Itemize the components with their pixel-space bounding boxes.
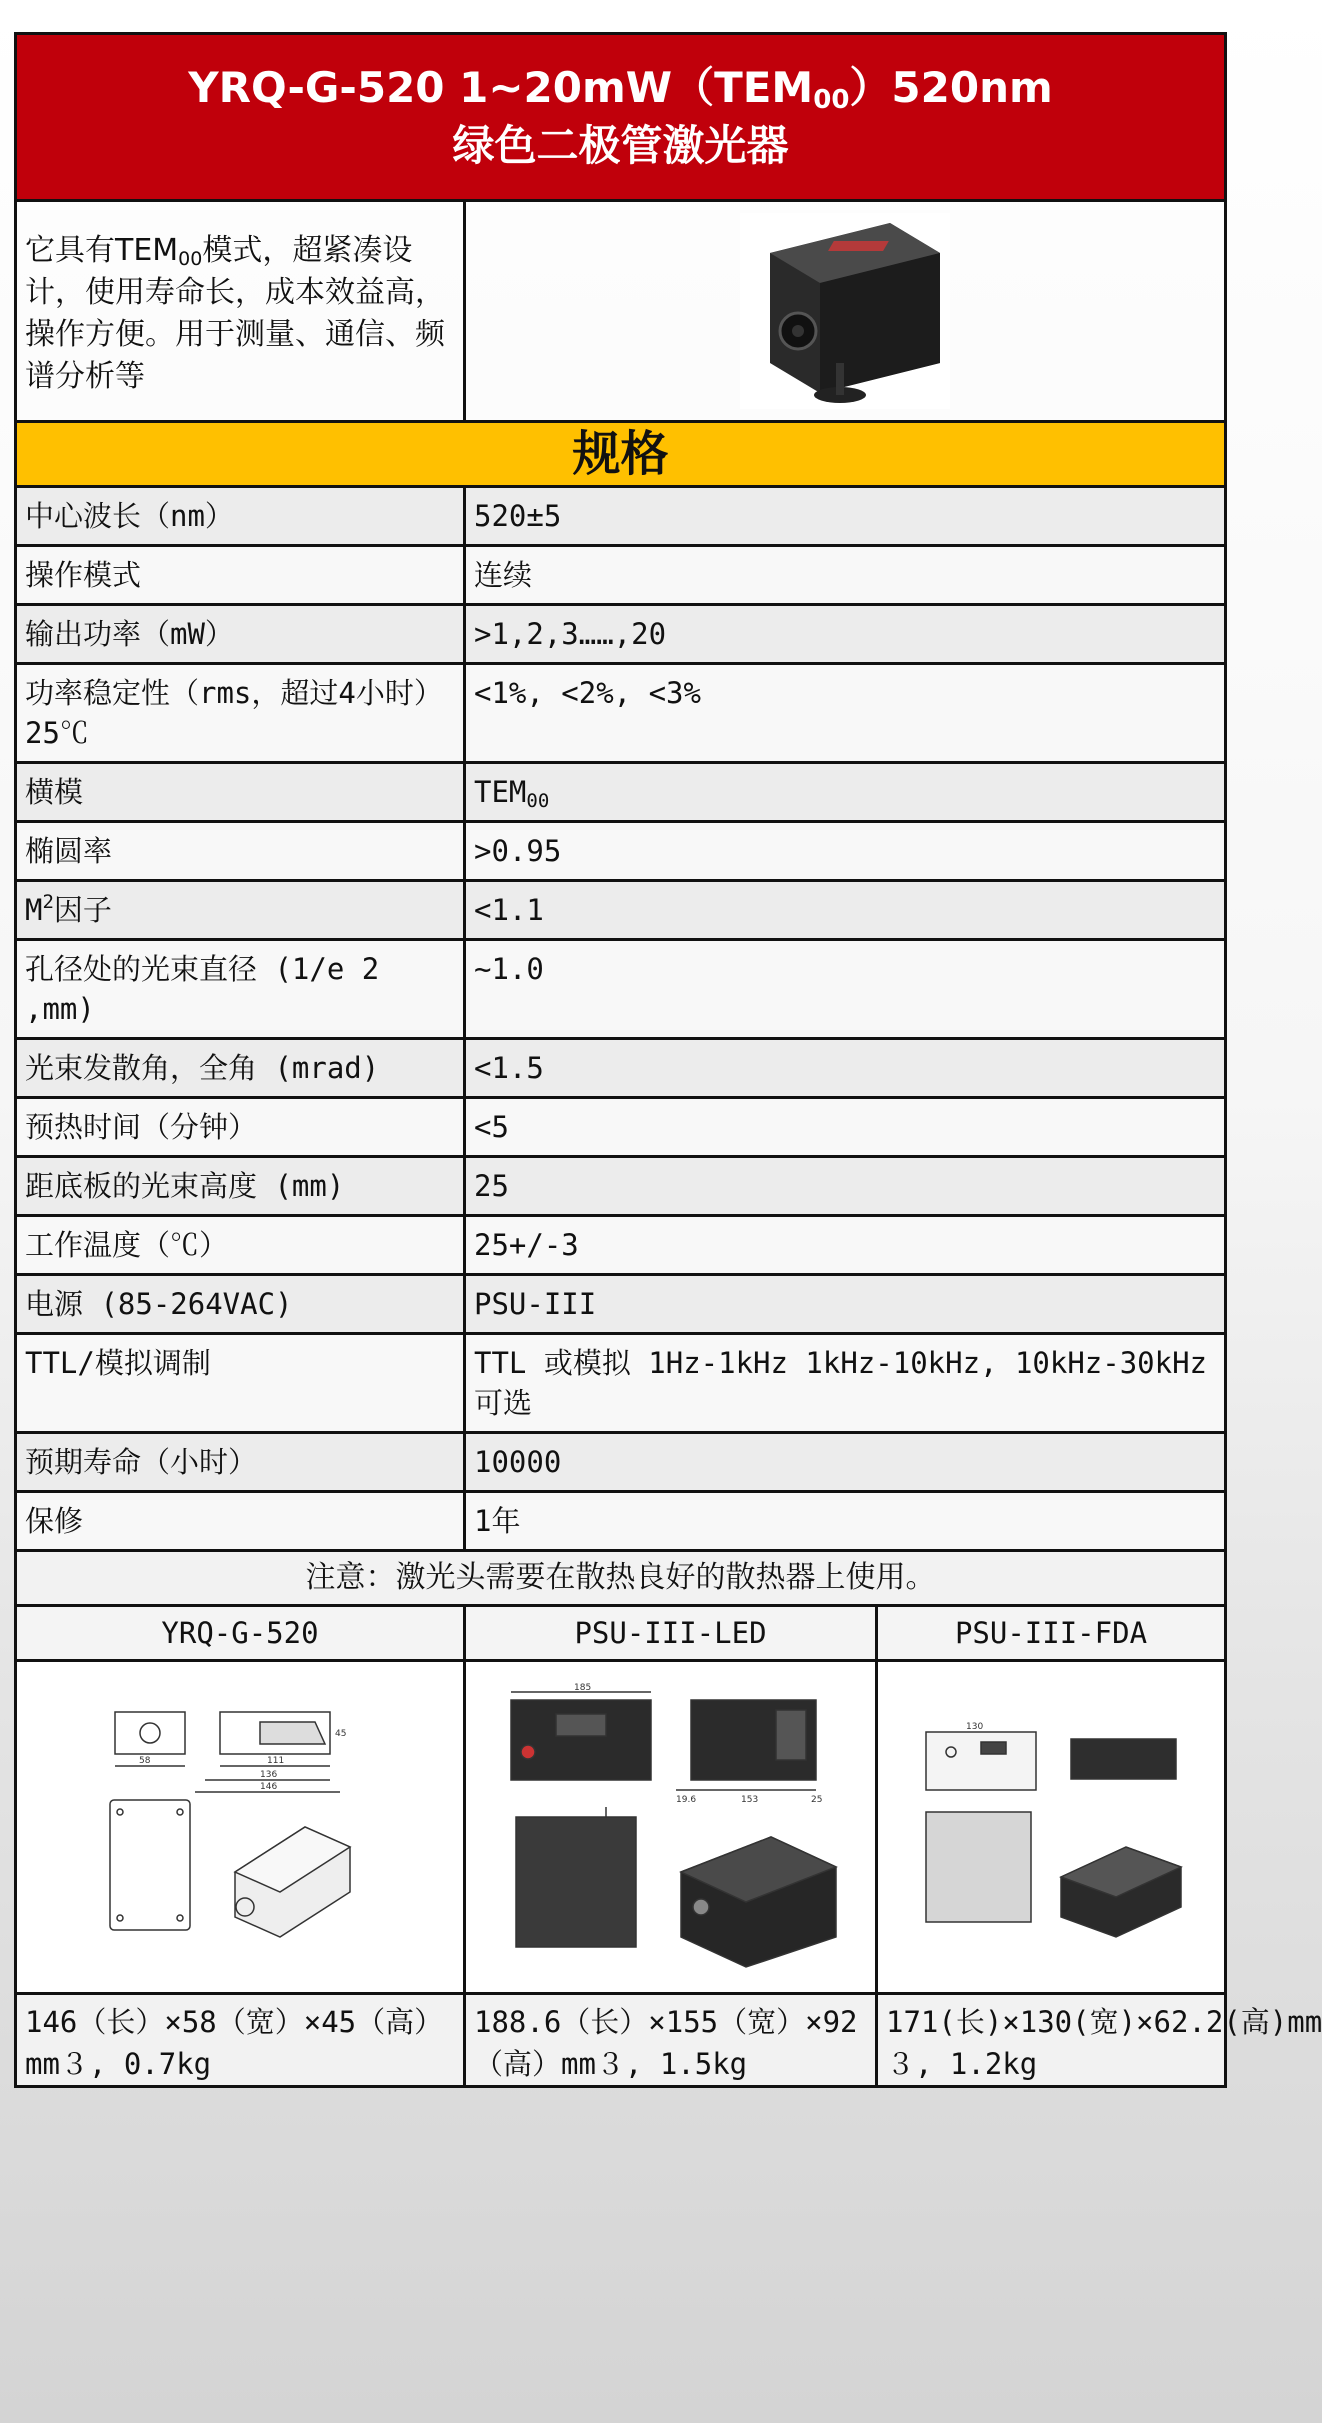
spec-row xyxy=(16,1098,1226,1157)
psu-led-drawing xyxy=(465,1661,877,1994)
spec-rows xyxy=(14,485,1227,1552)
spec-row xyxy=(16,546,1226,605)
dim-label: 136 xyxy=(260,1770,278,1780)
product-photo xyxy=(465,201,1226,422)
spec-value: 10000 xyxy=(465,1433,1226,1492)
spec-sheet xyxy=(14,32,1322,2088)
spec-label: 保修 xyxy=(16,1492,465,1551)
spec-label: 操作模式 xyxy=(16,546,465,605)
spec-row xyxy=(16,1492,1226,1551)
spec-row xyxy=(16,605,1226,664)
spec-row xyxy=(16,940,1226,1039)
spec-label: 预热时间（分钟） xyxy=(16,1098,465,1157)
psu-fda-drawing xyxy=(877,1661,1226,1994)
spec-value: 25 xyxy=(465,1157,1226,1216)
specs-heading: 规格 xyxy=(16,422,1226,487)
dim-size-psu-led: 188.6（长）×155（宽）×92（高）mm３, 1.5kg xyxy=(465,1994,877,2087)
product-subtitle: 绿色二极管激光器 xyxy=(452,121,789,170)
dim-label: 45 xyxy=(335,1729,347,1739)
spec-label: 电源 (85-264VAC) xyxy=(16,1275,465,1334)
spec-row xyxy=(16,487,1226,546)
dim-size-head: 146（长）×58（宽）×45（高）mm３, 0.7kg xyxy=(16,1994,465,2087)
spec-value: >0.95 xyxy=(465,822,1226,881)
spec-label: 预期寿命（小时） xyxy=(16,1433,465,1492)
spec-label: 输出功率（mW） xyxy=(16,605,465,664)
spec-label: $M^2$因子 xyxy=(16,881,465,940)
dim-header-psu-led: PSU-III-LED xyxy=(465,1606,877,1661)
dim-label: 153 xyxy=(740,1795,758,1805)
spec-label: 中心波长（nm） xyxy=(16,487,465,546)
spec-row xyxy=(16,1433,1226,1492)
spec-row xyxy=(16,1334,1226,1433)
spec-row xyxy=(16,1039,1226,1098)
dim-label: 58 xyxy=(139,1756,151,1766)
spec-row xyxy=(16,1275,1226,1334)
spec-value: <1.5 xyxy=(465,1039,1226,1098)
dim-label: 185 xyxy=(573,1683,591,1693)
dim-label: 130 xyxy=(966,1722,984,1732)
dim-label: 111 xyxy=(267,1756,285,1766)
spec-table xyxy=(14,32,1227,488)
spec-label: 功率稳定性（rms，超过4小时）25℃ xyxy=(16,664,465,763)
spec-label: 工作温度（℃） xyxy=(16,1216,465,1275)
spec-row xyxy=(16,822,1226,881)
spec-value: <1%, <2%, <3% xyxy=(465,664,1226,763)
dim-label: 146 xyxy=(260,1782,278,1792)
dim-label: 19.6 xyxy=(675,1795,696,1805)
spec-row xyxy=(16,1216,1226,1275)
spec-label: 横模 xyxy=(16,763,465,822)
spec-label: TTL/模拟调制 xyxy=(16,1334,465,1433)
dim-header-head: YRQ-G-520 xyxy=(16,1606,465,1661)
spec-row xyxy=(16,881,1226,940)
spec-value: <5 xyxy=(465,1098,1226,1157)
spec-value: 1年 xyxy=(465,1492,1226,1551)
dim-size-psu-fda: 171(长)×130(宽)×62.2(高)mm３, 1.2kg xyxy=(877,1994,1226,2087)
spec-label: 孔径处的光束直径 (1/e 2 ,mm) xyxy=(16,940,465,1039)
usage-note: 注意：激光头需要在散热良好的散热器上使用。 xyxy=(16,1551,1226,1606)
spec-value: 25+/-3 xyxy=(465,1216,1226,1275)
spec-value: ~1.0 xyxy=(465,940,1226,1039)
spec-value: $TEM_{00}$ xyxy=(465,763,1226,822)
spec-row xyxy=(16,763,1226,822)
spec-label: 距底板的光束高度 (mm) xyxy=(16,1157,465,1216)
dim-label: 25 xyxy=(810,1795,822,1805)
dimension-table xyxy=(14,1549,1322,2088)
spec-row xyxy=(16,664,1226,763)
dim-header-psu-fda: PSU-III-FDA xyxy=(877,1606,1226,1661)
intro-description: 它具有$TEM_{00}$模式，超紧凑设计，使用寿命长，成本效益高，操作方便。用于测量、通信、频谱分析等 xyxy=(16,201,465,422)
spec-label: 椭圆率 xyxy=(16,822,465,881)
spec-value: <1.1 xyxy=(465,881,1226,940)
spec-value: >1,2,3……,20 xyxy=(465,605,1226,664)
product-title: YRQ-G-520 $1\sim 20mW(TEM_{00})520nm$ xyxy=(188,63,1053,115)
spec-value: TTL 或模拟 1Hz-1kHz 1kHz-10kHz, 10kHz-30kHz可选 xyxy=(465,1334,1226,1433)
spec-label: 光束发散角，全角 (mrad) xyxy=(16,1039,465,1098)
spec-value: 520±5 xyxy=(465,487,1226,546)
title-banner xyxy=(16,34,1226,201)
spec-value: 连续 xyxy=(465,546,1226,605)
laser-head-drawing xyxy=(16,1661,465,1994)
spec-value: PSU-III xyxy=(465,1275,1226,1334)
spec-row xyxy=(16,1157,1226,1216)
